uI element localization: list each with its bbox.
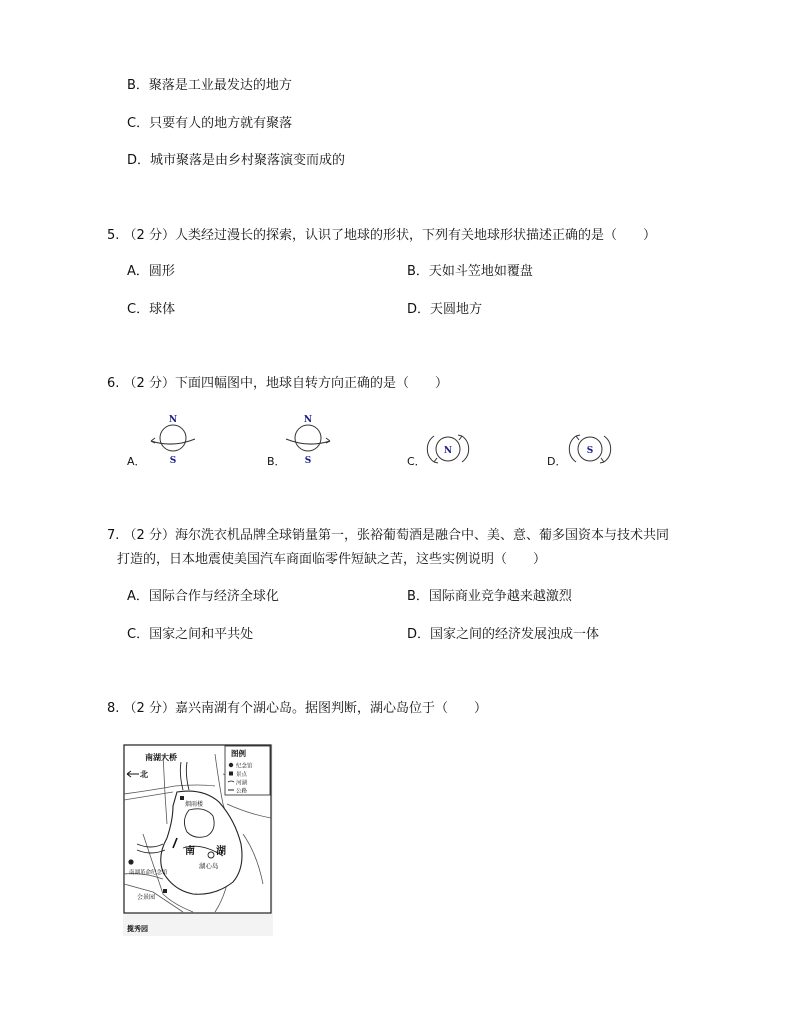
nanhu-map (123, 744, 273, 936)
q5-option-b: B．天如斗笠地如覆盘 (407, 264, 533, 279)
globe-circle (295, 425, 321, 451)
rotation-arrow-right (604, 436, 611, 462)
q6-option-a-letter: A． (127, 455, 146, 468)
q4-option-b: B．聚落是工业最发达的地方 (127, 78, 292, 93)
huijing-scenic-icon (163, 889, 167, 893)
arrow-head-icon (434, 458, 438, 463)
legend-river: 河湖 (236, 780, 248, 787)
south-label: S (304, 456, 312, 466)
q8-stem: 8. （2 分）嘉兴南湖有个湖心岛。据图判断，湖心岛位于（ ） (107, 701, 487, 716)
q5-option-c: C．球体 (127, 302, 176, 317)
south-label: S (586, 446, 594, 456)
legend-scenic: 景点 (236, 772, 248, 778)
lake-label-nan: 南 (185, 846, 195, 857)
arrow-head-icon (458, 435, 462, 440)
arrow-head-icon (326, 438, 330, 443)
q7-stem-line1: 7. （2 分）海尔洗衣机品牌全球销量第一，张裕葡萄酒是融合中、美、意、葡多国资本与技术共同 (107, 528, 669, 543)
q4-option-d: D．城市聚落是由乡村聚落演变而成的 (127, 153, 346, 168)
memorial-icon (128, 859, 133, 864)
north-label: 北 (140, 770, 148, 779)
legend-road: 公路 (236, 788, 248, 795)
q6-figure-d (568, 430, 612, 468)
rotation-arrow (151, 439, 195, 444)
q5-option-d: D．天圆地方 (407, 302, 483, 317)
q6-stem: 6. （2 分）下面四幅图中，地球自转方向正确的是（ ） (107, 376, 448, 391)
q4-option-c: C．只要有人的地方就有聚落 (127, 116, 293, 131)
q5-stem: 5. （2 分）人类经过漫长的探索，认识了地球的形状，下列有关地球形状描述正确的是（ ） (107, 228, 656, 243)
memorial-symbol-icon (229, 763, 233, 767)
huijing-label: 会景园 (137, 894, 156, 901)
arrow-head-icon (151, 438, 155, 443)
q7-stem-line2: 打造的，日本地震使美国汽车商面临零件短缺之苦，这些实例说明（ ） (117, 552, 547, 567)
rotation-arrow-left (569, 436, 576, 462)
q6-option-b-letter: B． (267, 455, 286, 468)
rotation-arrow-left (427, 436, 434, 462)
q6-figure-a (148, 410, 196, 466)
q7-option-b: B．国际商业竞争越来越激烈 (407, 589, 572, 604)
q7-option-d: D．国家之间的经济发展浊成一体 (407, 627, 600, 642)
yanyu-label: 烟雨楼 (185, 801, 204, 808)
q7-option-c: C．国家之间和平共处 (127, 627, 254, 642)
legend-memorial: 纪念馆 (236, 763, 253, 770)
north-label: N (303, 415, 313, 425)
south-label: S (169, 456, 177, 466)
q6-option-c-letter: C． (407, 455, 426, 468)
q7-option-a: A．国际合作与经济全球化 (127, 589, 279, 604)
arrow-head-icon (600, 458, 604, 463)
memorial-label: 南湖革命纪念馆 (129, 870, 168, 876)
q5-option-a: A．圆形 (127, 264, 175, 279)
yanyu-scenic-icon (180, 796, 184, 800)
lake-label-hu: 湖 (216, 846, 226, 857)
north-label: N (443, 446, 453, 456)
globe-circle (160, 425, 186, 451)
north-label: N (168, 415, 178, 425)
bridge-label: 南湖大桥 (145, 753, 177, 762)
inner-lake (184, 809, 214, 837)
q6-option-d-letter: D． (547, 455, 567, 468)
q6-figure-c (426, 430, 470, 468)
scenic-symbol-icon (229, 772, 233, 776)
rotation-arrow (286, 439, 330, 444)
island-label: 湖心岛 (199, 862, 219, 870)
arrow-head-icon (576, 435, 580, 440)
map-caption: 揽秀园 (127, 925, 148, 933)
rotation-arrow-right (462, 436, 469, 462)
q6-figure-b (284, 410, 332, 466)
legend-title: 图例 (231, 749, 246, 758)
